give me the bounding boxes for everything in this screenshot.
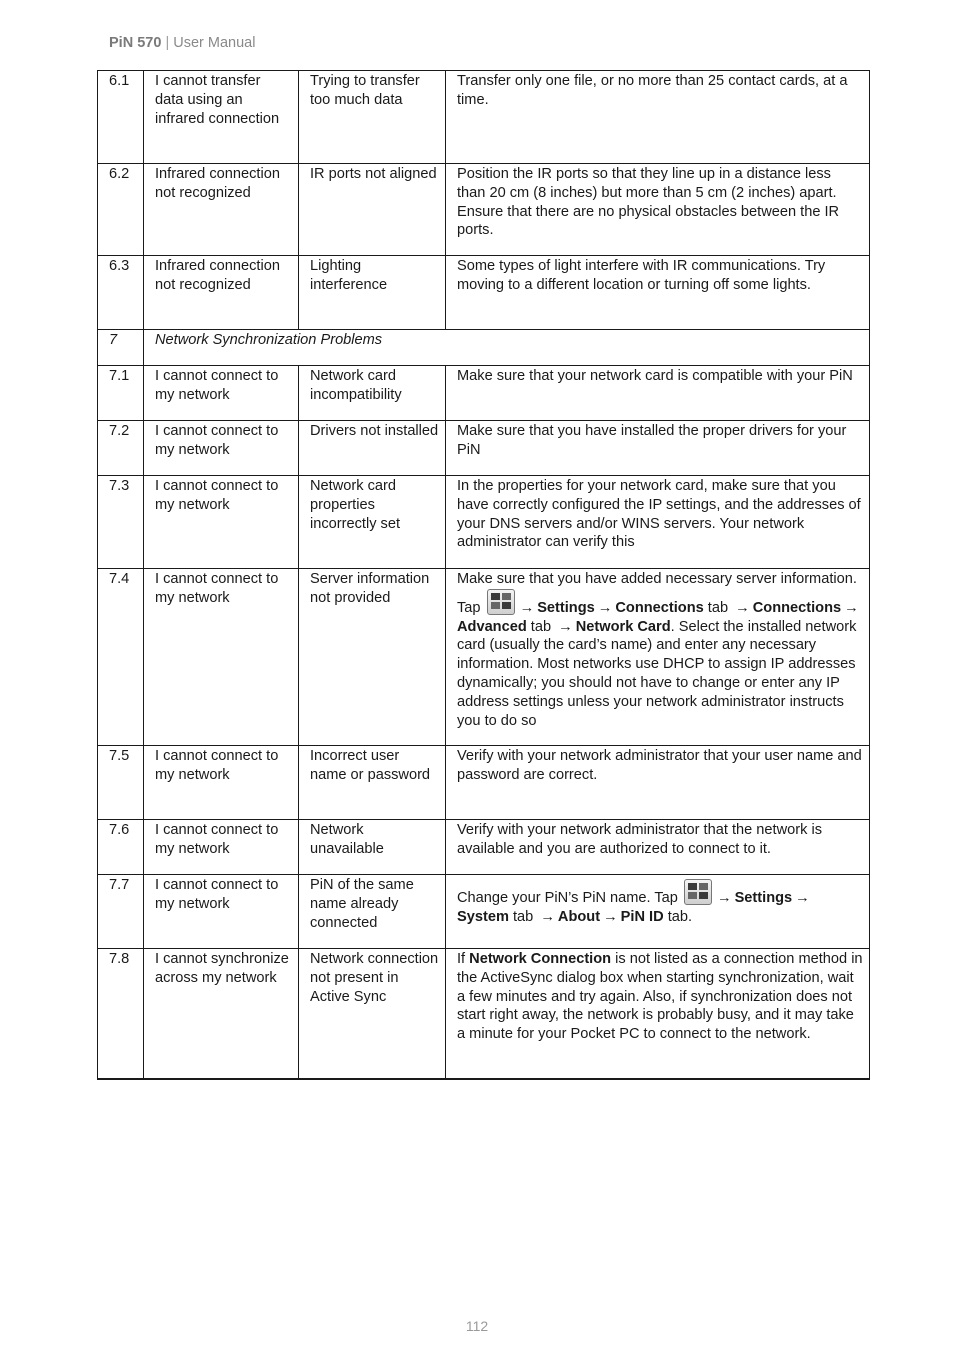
table-row [98, 476, 870, 569]
row-number: 6.1 [98, 71, 144, 164]
problem-cell: I cannot transfer data using an infrared connection [144, 71, 299, 164]
arrow-icon: → [519, 599, 535, 616]
problem-cell: I cannot connect to my network [144, 746, 299, 820]
arrow-icon: → [844, 599, 859, 616]
windows-start-icon [684, 879, 712, 905]
table-row [98, 366, 870, 421]
troubleshooting-table [97, 70, 870, 1080]
cause-cell: PiN of the same name already connected [299, 875, 446, 949]
solution-cell [446, 949, 870, 1079]
header-product: PiN 570 [109, 35, 162, 51]
row-number: 7.5 [98, 746, 144, 820]
table-row [98, 256, 870, 330]
row-number: 6.3 [98, 256, 144, 330]
page-header [109, 35, 255, 51]
arrow-icon: → [540, 908, 555, 925]
problem-cell: I cannot connect to my network [144, 476, 299, 569]
path-connections: Connections [615, 599, 704, 616]
arrow-icon: → [603, 908, 618, 925]
path-advanced: Advanced [457, 618, 527, 635]
arrow-icon: → [795, 890, 810, 906]
section-title: Network Synchronization Problems [144, 330, 870, 366]
row-number: 7.4 [98, 569, 144, 746]
arrow-icon: → [716, 890, 732, 906]
solution-text: tab [703, 599, 733, 616]
header-doc-title: User Manual [173, 35, 256, 51]
row-number: 7.3 [98, 476, 144, 569]
windows-start-icon [487, 589, 515, 615]
row-number: 7.2 [98, 421, 144, 476]
cause-cell: Network card properties incorrectly set [299, 476, 446, 569]
solution-cell: Verify with your network administrator that the network is available and you are authorized to connect to it. [446, 820, 870, 875]
table-row [98, 875, 870, 949]
table-row [98, 820, 870, 875]
cause-cell: Lighting interference [299, 256, 446, 330]
cause-cell: Network unavailable [299, 820, 446, 875]
path-about: About [557, 908, 601, 925]
row-number: 7.8 [98, 949, 144, 1079]
cause-cell: Drivers not installed [299, 421, 446, 476]
solution-text: Make sure that you have added necessary server information. Tap [457, 571, 857, 616]
solution-text: Change your PiN’s PiN name. Tap [457, 890, 682, 906]
table-row [98, 949, 870, 1079]
cause-cell: Server information not provided [299, 569, 446, 746]
solution-text: . Select the installed network card (usually the card’s name) and enter any necessary information. Most networks use DHCP to assign IP addresses dynamically; you should not have to change or enter any IP address settings unless your network administrator instructs you to do so [457, 618, 857, 729]
table-row [98, 421, 870, 476]
table-row [98, 569, 870, 746]
solution-text: is not listed as a connection method in the ActiveSync dialog box when starting synchronization, wait a few minutes and try again. Also, if synchronization does not start right away, the network is probably busy, and it may take a minute for your Pocket PC to connect to the network. [457, 951, 863, 1043]
problem-cell: I cannot connect to my network [144, 569, 299, 746]
solution-text: tab [526, 618, 556, 635]
section-row [98, 330, 870, 366]
cause-cell: IR ports not aligned [299, 164, 446, 256]
solution-text: If [457, 951, 470, 967]
cause-cell: Network connection not present in Active Sync [299, 949, 446, 1079]
solution-cell: Some types of light interfere with IR communications. Try moving to a different location or turning off some lights. [446, 256, 870, 330]
solution-cell: Verify with your network administrator that your user name and password are correct. [446, 746, 870, 820]
solution-text: tab. [663, 908, 693, 925]
row-number: 7.7 [98, 875, 144, 949]
row-number: 7.1 [98, 366, 144, 421]
problem-cell: I cannot connect to my network [144, 820, 299, 875]
solution-text: tab [508, 908, 538, 925]
problem-cell: Infrared connection not recognized [144, 164, 299, 256]
header-separator: | [165, 35, 170, 51]
table-row [98, 71, 870, 164]
table-row [98, 164, 870, 256]
problem-cell: I cannot connect to my network [144, 875, 299, 949]
problem-cell: Infrared connection not recognized [144, 256, 299, 330]
path-system: System [457, 908, 509, 925]
problem-cell: I cannot connect to my network [144, 366, 299, 421]
solution-cell: Transfer only one file, or no more than 25 contact cards, at a time. [446, 71, 870, 164]
path-network-card: Network Card [575, 618, 671, 635]
solution-cell: Position the IR ports so that they line up in a distance less than 20 cm (8 inches) but more than 5 cm (2 inches) apart. Ensure that there are no physical obstacles between the IR ports. [446, 164, 870, 256]
solution-cell: Make sure that you have installed the proper drivers for your PiN [446, 421, 870, 476]
solution-cell: In the properties for your network card, make sure that you have correctly configured the IP settings, and the addresses of your DNS servers and/or WINS servers. Your network administrator can verify this [446, 476, 870, 569]
network-connection-term: Network Connection [469, 951, 612, 967]
path-settings: Settings [734, 890, 793, 906]
problem-cell: I cannot synchronize across my network [144, 949, 299, 1079]
solution-cell: Make sure that your network card is compatible with your PiN [446, 366, 870, 421]
problem-cell: I cannot connect to my network [144, 421, 299, 476]
solution-cell [446, 875, 870, 949]
cause-cell: Incorrect user name or password [299, 746, 446, 820]
arrow-icon: → [735, 599, 750, 616]
table-row [98, 746, 870, 820]
row-number: 7.6 [98, 820, 144, 875]
path-connections-tab: Connections [752, 599, 842, 616]
path-pin-id: PiN ID [620, 908, 664, 925]
page-number: 112 [465, 1318, 489, 1334]
path-settings: Settings [537, 599, 595, 616]
solution-cell [446, 569, 870, 746]
row-number: 6.2 [98, 164, 144, 256]
cause-cell: Trying to transfer too much data [299, 71, 446, 164]
arrow-icon: → [558, 618, 573, 635]
arrow-icon: → [597, 599, 613, 616]
cause-cell: Network card incompatibility [299, 366, 446, 421]
section-number: 7 [98, 330, 144, 366]
